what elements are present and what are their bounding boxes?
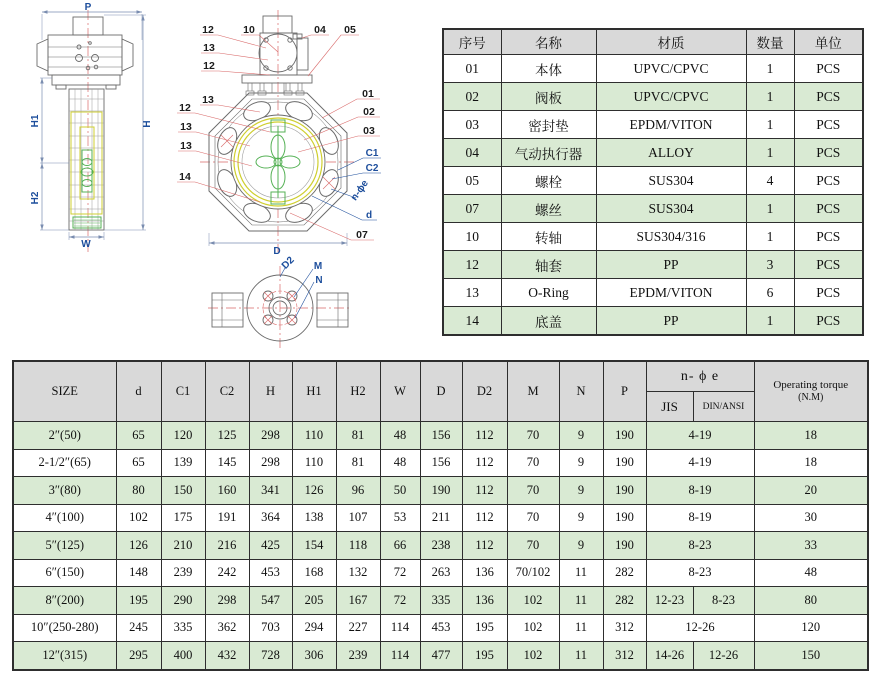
parts-cell: 4 [746,167,794,195]
dimension-table-container [12,360,869,671]
size-col-header: M [507,361,559,422]
parts-cell: PCS [794,111,863,139]
parts-cell: PCS [794,167,863,195]
torque-cell: 18 [754,422,868,450]
dimension-cell: 70 [507,504,559,532]
dimension-cell: 9 [559,449,603,477]
dimension-cell: 145 [205,449,249,477]
dimension-cell: 191 [205,504,249,532]
parts-cell: 01 [443,55,501,83]
parts-cell: 本体 [501,55,596,83]
size-col-header: SIZE [13,361,116,422]
size-col-header: H1 [292,361,336,422]
dim-label-w: W [81,239,91,250]
dimension-cell: 362 [205,614,249,642]
torque-cell: 120 [754,614,868,642]
dimension-header-row-1 [13,361,868,392]
size-col-header: D2 [462,361,507,422]
size-col-header: C2 [205,361,249,422]
dimension-cell: 190 [420,477,462,505]
callout-10: 10 [243,24,255,36]
parts-cell: 底盖 [501,307,596,336]
technical-drawings [0,0,440,358]
dimension-cell: 282 [603,587,646,615]
dimension-cell: 112 [462,422,507,450]
size-row [13,422,868,450]
dimension-cell: 156 [420,422,462,450]
callout-13-mid: 13 [202,94,214,106]
dimension-cell: 205 [292,587,336,615]
dim-label-m: M [313,261,323,272]
parts-cell: SUS304 [596,167,746,195]
size-cell: 3″(80) [13,477,116,505]
dimension-cell: 9 [559,532,603,560]
torque-cell: 33 [754,532,868,560]
dimension-cell: 239 [336,642,380,670]
dimension-cell: 298 [205,587,249,615]
dimension-cell: 425 [249,532,292,560]
torque-cell: 30 [754,504,868,532]
dimension-cell: 66 [380,532,420,560]
parts-col-header: 序号 [443,29,501,55]
dimension-cell: 9 [559,422,603,450]
dimension-cell: 154 [292,532,336,560]
parts-cell: PCS [794,251,863,279]
dimension-cell: 65 [116,422,161,450]
dim-label-d-bore: d [365,210,373,221]
dimension-table [12,360,869,671]
dimension-cell: 114 [380,642,420,670]
parts-table-container [442,28,864,336]
dimension-cell: 132 [336,559,380,587]
dimension-cell: 312 [603,614,646,642]
dim-label-n: N [315,275,323,286]
dimension-cell: 728 [249,642,292,670]
parts-cell: 转轴 [501,223,596,251]
size-row [13,504,868,532]
parts-cell: 04 [443,139,501,167]
bolt-pattern-cell: 4-19 [646,449,754,477]
torque-cell: 48 [754,559,868,587]
dimension-cell: 11 [559,559,603,587]
parts-cell: 05 [443,167,501,195]
dimension-cell: 50 [380,477,420,505]
dimension-cell: 70 [507,449,559,477]
callout-04: 04 [314,24,326,36]
dimension-cell: 148 [116,559,161,587]
dimension-cell: 48 [380,449,420,477]
parts-table-head [443,29,863,55]
parts-row [443,55,863,83]
callout-13-top: 13 [203,42,215,54]
dimension-cell: 102 [507,587,559,615]
callout-03: 03 [363,125,375,137]
parts-cell: 13 [443,279,501,307]
dimension-cell: 245 [116,614,161,642]
parts-cell: 12 [443,251,501,279]
bolt-pattern-din-cell: 8-23 [693,587,754,615]
parts-cell: 3 [746,251,794,279]
callout-01: 01 [362,88,374,100]
dimension-cell: 175 [161,504,205,532]
parts-cell: 螺栓 [501,167,596,195]
dimension-cell: 126 [292,477,336,505]
dimension-cell: 120 [161,422,205,450]
dim-label-p: P [84,2,92,13]
dimension-cell: 112 [462,449,507,477]
dimension-cell: 80 [116,477,161,505]
side-view [30,2,153,252]
dimension-cell: 547 [249,587,292,615]
parts-cell: 1 [746,307,794,336]
dimension-cell: 195 [116,587,161,615]
parts-header-row [443,29,863,55]
callout-07: 07 [356,229,368,241]
dimension-cell: 72 [380,587,420,615]
parts-cell: 10 [443,223,501,251]
callout-13-left2: 13 [180,140,192,152]
dimension-cell: 81 [336,449,380,477]
torque-cell: 150 [754,642,868,670]
parts-cell: 阀板 [501,83,596,111]
parts-col-header: 数量 [746,29,794,55]
dimension-cell: 190 [603,422,646,450]
parts-cell: PP [596,307,746,336]
dimension-cell: 65 [116,449,161,477]
dimension-cell: 118 [336,532,380,560]
size-cell: 8″(200) [13,587,116,615]
dimension-cell: 48 [380,422,420,450]
dimension-cell: 160 [205,477,249,505]
dimension-cell: 70/102 [507,559,559,587]
dimension-cell: 282 [603,559,646,587]
dim-label-ne: n-ϕe [348,178,371,203]
bolt-pattern-cell: 8-23 [646,559,754,587]
dimension-cell: 156 [420,449,462,477]
torque-header-line1: Operating torque [773,379,849,391]
dimension-cell: 294 [292,614,336,642]
bolt-pattern-din-cell: 12-26 [693,642,754,670]
dimension-cell: 239 [161,559,205,587]
size-cell: 6″(150) [13,559,116,587]
callout-12-upper: 12 [203,60,215,72]
dimension-cell: 190 [603,504,646,532]
dimension-cell: 703 [249,614,292,642]
parts-cell: EPDM/VITON [596,111,746,139]
torque-cell: 80 [754,587,868,615]
parts-row [443,139,863,167]
dimension-cell: 11 [559,614,603,642]
parts-cell: SUS304/316 [596,223,746,251]
parts-cell: 1 [746,111,794,139]
size-col-header: H2 [336,361,380,422]
dimension-cell: 114 [380,614,420,642]
callout-05: 05 [344,24,356,36]
dimension-cell: 238 [420,532,462,560]
dimension-cell: 150 [161,477,205,505]
parts-col-header: 材质 [596,29,746,55]
dimension-cell: 96 [336,477,380,505]
size-row [13,587,868,615]
dimension-cell: 9 [559,477,603,505]
parts-cell: 6 [746,279,794,307]
size-col-header: H [249,361,292,422]
dimension-cell: 112 [462,504,507,532]
parts-cell: EPDM/VITON [596,279,746,307]
dimension-cell: 298 [249,422,292,450]
size-cell: 2″(50) [13,422,116,450]
dimension-cell: 190 [603,449,646,477]
parts-cell: PCS [794,83,863,111]
dimension-cell: 139 [161,449,205,477]
parts-row [443,279,863,307]
bolt-pattern-cell: 8-23 [646,532,754,560]
dimension-cell: 81 [336,422,380,450]
dim-label-d2: D2 [279,254,297,272]
dimension-cell: 290 [161,587,205,615]
parts-cell: 07 [443,195,501,223]
dimension-cell: 107 [336,504,380,532]
parts-row [443,83,863,111]
dim-label-c2: C2 [365,163,379,174]
dimension-cell: 298 [249,449,292,477]
parts-cell: SUS304 [596,195,746,223]
dimension-cell: 190 [603,477,646,505]
dimension-cell: 216 [205,532,249,560]
dim-label-h1: H1 [30,114,41,128]
dim-label-h: H [142,120,153,128]
dimension-cell: 190 [603,532,646,560]
size-col-header: W [380,361,420,422]
dimension-cell: 263 [420,559,462,587]
dimension-cell: 211 [420,504,462,532]
bolt-pattern-header: n- ϕ e [646,361,754,392]
dimension-cell: 227 [336,614,380,642]
parts-cell: PCS [794,55,863,83]
parts-cell: PP [596,251,746,279]
dimension-cell: 295 [116,642,161,670]
parts-cell: 03 [443,111,501,139]
dimension-cell: 126 [116,532,161,560]
dimension-cell: 136 [462,559,507,587]
parts-row [443,195,863,223]
size-row [13,614,868,642]
size-col-header: N [559,361,603,422]
dimension-cell: 9 [559,504,603,532]
bolt-pattern-cell: 4-19 [646,422,754,450]
dimension-cell: 195 [462,642,507,670]
dimension-cell: 72 [380,559,420,587]
dimension-cell: 335 [420,587,462,615]
size-row [13,449,868,477]
size-row [13,559,868,587]
parts-cell: 1 [746,83,794,111]
dimension-cell: 102 [507,642,559,670]
dimension-cell: 138 [292,504,336,532]
parts-row [443,307,863,336]
parts-cell: 1 [746,195,794,223]
torque-header [754,361,868,422]
size-row [13,532,868,560]
size-cell: 2-1/2″(65) [13,449,116,477]
parts-cell: 密封垫 [501,111,596,139]
dimension-cell: 477 [420,642,462,670]
parts-cell: UPVC/CPVC [596,83,746,111]
parts-col-header: 单位 [794,29,863,55]
dimension-cell: 112 [462,532,507,560]
dimension-cell: 364 [249,504,292,532]
dimension-cell: 242 [205,559,249,587]
dimension-cell: 11 [559,642,603,670]
bolt-pattern-jis-cell: 14-26 [646,642,693,670]
parts-cell: PCS [794,223,863,251]
dimension-cell: 112 [462,477,507,505]
parts-cell: 02 [443,83,501,111]
parts-col-header: 名称 [501,29,596,55]
dimension-cell: 102 [116,504,161,532]
dimension-cell: 453 [249,559,292,587]
size-col-header: C1 [161,361,205,422]
torque-header-line2: (N.M) [798,392,824,403]
din-ansi-subheader: DIN/ANSI [693,392,754,422]
parts-cell: 1 [746,139,794,167]
dimension-cell: 210 [161,532,205,560]
dimension-table-body [13,422,868,670]
dim-label-h2: H2 [30,191,41,205]
parts-cell: 14 [443,307,501,336]
parts-cell: UPVC/CPVC [596,55,746,83]
dimension-cell: 195 [462,614,507,642]
parts-cell: 轴套 [501,251,596,279]
dimension-cell: 110 [292,422,336,450]
dimension-cell: 453 [420,614,462,642]
dimension-cell: 11 [559,587,603,615]
dimension-cell: 125 [205,422,249,450]
dimension-cell: 70 [507,532,559,560]
parts-cell: 螺丝 [501,195,596,223]
dimension-cell: 306 [292,642,336,670]
parts-cell: PCS [794,195,863,223]
bolt-pattern-cell: 8-19 [646,504,754,532]
parts-cell: 1 [746,55,794,83]
dimension-cell: 53 [380,504,420,532]
bolt-pattern-cell: 8-19 [646,477,754,505]
size-col-header: d [116,361,161,422]
parts-cell: PCS [794,139,863,167]
parts-cell: ALLOY [596,139,746,167]
dimension-cell: 335 [161,614,205,642]
jis-subheader: JIS [646,392,693,422]
parts-cell: 气动执行器 [501,139,596,167]
dimension-cell: 341 [249,477,292,505]
callout-12-top: 12 [202,24,214,36]
size-cell: 12″(315) [13,642,116,670]
dim-label-c1: C1 [365,148,379,159]
parts-row [443,223,863,251]
dimension-table-head [13,361,868,422]
dim-label-d-outer: D [273,246,281,257]
dimension-cell: 400 [161,642,205,670]
size-cell: 10″(250-280) [13,614,116,642]
dimension-cell: 432 [205,642,249,670]
callout-14: 14 [179,171,191,183]
parts-table [442,28,864,336]
callout-02: 02 [363,106,375,118]
parts-cell: PCS [794,307,863,336]
torque-cell: 18 [754,449,868,477]
callout-13-left1: 13 [180,121,192,133]
parts-cell: 1 [746,223,794,251]
bolt-pattern-cell: 12-26 [646,614,754,642]
bolt-pattern-jis-cell: 12-23 [646,587,693,615]
torque-cell: 20 [754,477,868,505]
size-col-header: P [603,361,646,422]
size-col-header: D [420,361,462,422]
parts-cell: PCS [794,279,863,307]
front-view [177,10,381,257]
bottom-view [208,255,352,350]
parts-row [443,111,863,139]
parts-cell: O-Ring [501,279,596,307]
parts-row [443,167,863,195]
dimension-cell: 136 [462,587,507,615]
parts-table-body [443,55,863,336]
parts-row [443,251,863,279]
dimension-cell: 110 [292,449,336,477]
callout-12-left: 12 [179,102,191,114]
dimension-cell: 168 [292,559,336,587]
dimension-cell: 70 [507,422,559,450]
dimension-cell: 102 [507,614,559,642]
dimension-cell: 312 [603,642,646,670]
size-row [13,642,868,670]
dimension-cell: 70 [507,477,559,505]
size-cell: 4″(100) [13,504,116,532]
dimension-cell: 167 [336,587,380,615]
size-cell: 5″(125) [13,532,116,560]
size-row [13,477,868,505]
